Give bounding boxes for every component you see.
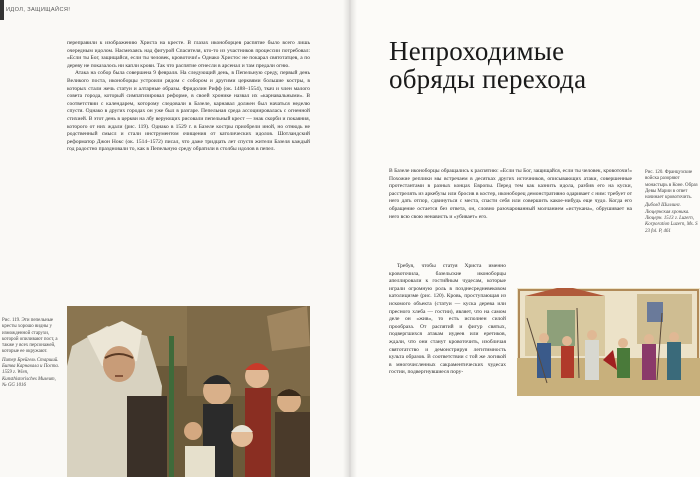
running-head-bar [0, 0, 4, 20]
right-caption-text: Рис. 120. Французские войска разоряют монастырь в Коне. Образ Девы Марии в ответ начинает кровоточить. [645, 170, 698, 201]
bruegel-painting-image [67, 306, 310, 477]
left-body-text [67, 40, 310, 154]
lucerne-chronicle-image [517, 288, 700, 396]
book-gutter [343, 0, 357, 477]
left-paragraph-1: переправили к изображению Христа на кресте. В глазах иконоборцев распятие было всего лишь очередным идолом. Насмехаясь над фигурой Спасителя, кто-то из участников процессии потребовал: «Если ты Бог, защищайся, если ты человек, кровоточи!» Однако Христос не покарал святотатцев, а по дереву не показалось ни капли крови. Так что распятие отнесли в арсенал и там предали огню. [67, 40, 310, 69]
left-caption-text: Рис. 119. Эти пепельные кресты хорошо видны у изможденной старухи, которой опиливают пост, а также у всех персонажей, которые ее окружают. [2, 318, 58, 355]
left-caption-credit: Питер Брейгель Старший. Битва Карнавала и Поста. 1559 г. Wien, Kunsthistorisches Museum, № GG 1016 [2, 357, 60, 388]
right-paragraph-1: В Базеле иконоборцы обращались к распятию: «Если ты Бог, защищайся, если ты человек, кровоточи!» Похожие реплики мы встречаем в десятках других источников, описывающих атаки, совершенные протестантами в разных концах Европы. Перед тем как казнить идола, разбив его на куски, расстрелять из аркебузы или бросив в костер, иконоборец демонстративно одаривает с ним: требует от него дать отпор, сдвинуться с места, спасти себя или совершить какое-нибудь еще чудо. Когда его обращение остается без ответа, он, словно разочарованный молчанием «истукана», обрушивает на него всю свою ненависть и «убивает» его. [389, 168, 632, 220]
right-body-text-lower [389, 263, 506, 377]
chapter-title [389, 37, 589, 93]
running-head: ИДОЛ, ЗАЩИЩАЙСЯ! [6, 7, 71, 13]
right-caption-credit: Диболд Шиллинг. Люцернская хроника. Люцерн. 1513 г. Luzern, Korporation Luzern, Ms. S 23 fol. P, 461 [645, 203, 698, 234]
chapter-title-line-1: Непроходимые [389, 36, 565, 66]
right-paragraph-2: Требуя, чтобы статуя Христа именно кровоточила, базельские иконоборцы апеллировали к гостийным чудесам, которые играли огромную роль в позднесредневековом католицизме (рис. 120). Кровь, проступающая из искомого объекта (статуи — куска дерева или пресного хлеба — гостии), являет, что на самом деле он «жив», то есть исполнен силой прообраза. От распятий и фигур святых, подвергшихся атакам иудеев или еретиков, ждали, что они станут кровоточить, изобличая святотатство и демонстрируя легитимность культа образов. В соответствии с той же логикой в многочисленных сакраментических чудесах гостии, подвергнувшиеся пору- [389, 263, 506, 376]
right-caption [645, 170, 699, 235]
right-body-text-upper [389, 168, 632, 221]
left-caption [2, 318, 60, 389]
left-paragraph-2: Атака на собор была совершена 9 февраля. На следующий день, в Пепельную среду, первый день Великого поста, иконоборцы устроили рядом с собором и другими церквями большие костры, в которых стали жечь статуи и алтарные образы. Фридолин Рифф (ок. 1488–1554), ткач и член малого совета города, который симпатизировал реформе, в своей хронике назвал их «карнавальными». В соответствии с календарем, которому следовали в Базеле, карнавал должен был начаться неделю спустя. Однако в других городах он уже был в разгаре. Пепельная среда ассоциировалась с огненной стихией. В этот день в церкви на лбу верующих рисовали пепельный крест — знак скорби и покаяния, которого от них ждали (рис. 119). Однако в 1529 г. в Базеле костры приобрели иной, но отнюдь не родственный смысл и стали инструментом очищения от католических идолов. Шотландский реформатор Джон Нокс (ок. 1514–1572) писал, что даже тридцать лет спустя жители Базеля каждый год радостно праздновали то, как в Пепельную среду обратили в столбы идолов в пепел. [67, 70, 310, 153]
chapter-title-line-2: обряды перехода [389, 64, 587, 94]
